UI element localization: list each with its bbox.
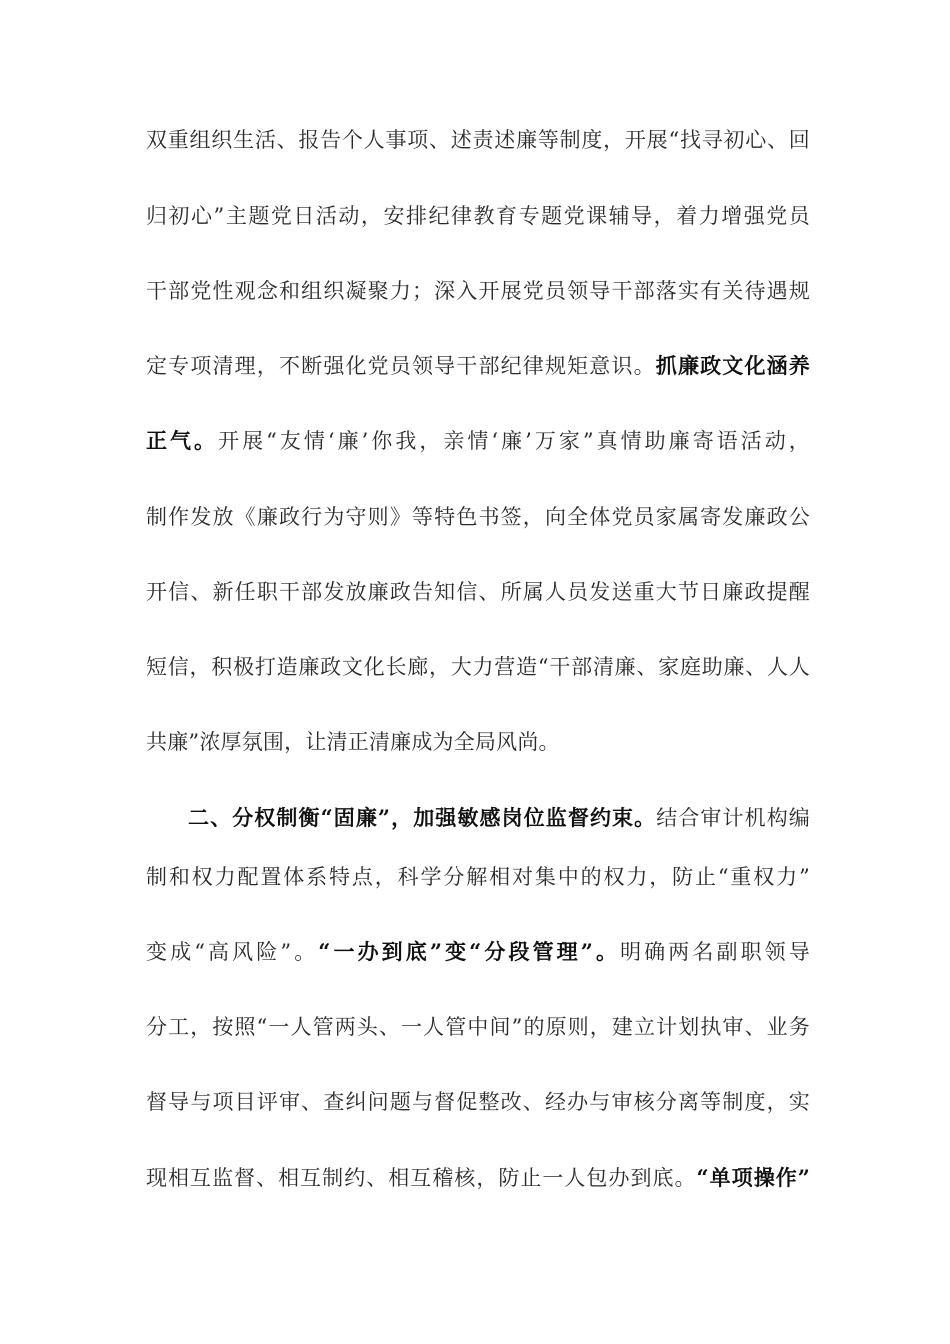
text-line-15 (146, 1158, 810, 1198)
text-line-3 (146, 271, 810, 311)
text-run: 分工，按照“一人管两头、一人管中间”的原则，建立计划执审、业务 (146, 1015, 810, 1039)
text-line-11 (146, 857, 810, 897)
text-line-12 (146, 932, 810, 972)
text-run: 制作发放《廉政行为守则》等特色书签，向全体党员家属寄发廉政公 (146, 505, 810, 529)
text-run: 结合审计机构编 (656, 806, 810, 830)
text-run: 双重组织生活、报告个人事项、述责述廉等制度，开展“找寻初心、回 (146, 128, 810, 152)
text-run: 现相互监督、相互制约、相互稽核，防止一人包办到底。 (146, 1166, 697, 1190)
text-line-1 (146, 120, 810, 160)
text-line-14 (146, 1082, 810, 1122)
section-heading-run: 二、分权制衡“固廉”，加强敏感岗位监督约束。 (188, 805, 657, 830)
text-line-9 (146, 722, 560, 762)
text-line-6 (146, 497, 810, 537)
text-run: 明确两名副职领导 (620, 940, 810, 964)
text-run: 定专项清理，不断强化党员领导干部纪律规矩意识。 (146, 354, 656, 378)
bold-heading-run: “单项操作” (696, 1165, 811, 1190)
text-line-7 (146, 572, 810, 612)
text-run: 督导与项目评审、查纠问题与督促整改、经办与审核分离等制度，实 (146, 1090, 810, 1114)
bold-heading-run: 正气。 (146, 428, 219, 453)
bold-heading-run: “一办到底”变“分段管理”。 (318, 939, 621, 964)
text-run: 制和权力配置体系特点，科学分解相对集中的权力，防止“重权力” (146, 865, 810, 889)
text-run: 共廉”浓厚氛围，让清正清廉成为全局风尚。 (146, 730, 560, 754)
text-line-2 (146, 196, 810, 236)
bold-heading-run: 抓廉政文化涵养 (655, 353, 810, 378)
text-run: 变成“高风险”。 (146, 940, 319, 964)
text-line-4 (146, 346, 810, 386)
text-line-13 (146, 1007, 810, 1047)
text-run: 归初心”主题党日活动，安排纪律教育专题党课辅导，着力增强党员 (146, 204, 810, 228)
text-run: 开信、新任职干部发放廉政告知信、所属人员发送重大节日廉政提醒 (146, 580, 810, 604)
text-run: 干部党性观念和组织凝聚力；深入开展党员领导干部落实有关待遇规 (146, 279, 810, 303)
section-heading-line (188, 798, 810, 838)
text-line-5 (146, 421, 810, 461)
text-run: 开展“友情‘廉’你我，亲情‘廉’万家”真情助廉寄语活动， (218, 429, 810, 453)
text-line-8 (146, 647, 810, 687)
text-run: 短信，积极打造廉政文化长廊，大力营造“干部清廉、家庭助廉、人人 (146, 655, 810, 679)
